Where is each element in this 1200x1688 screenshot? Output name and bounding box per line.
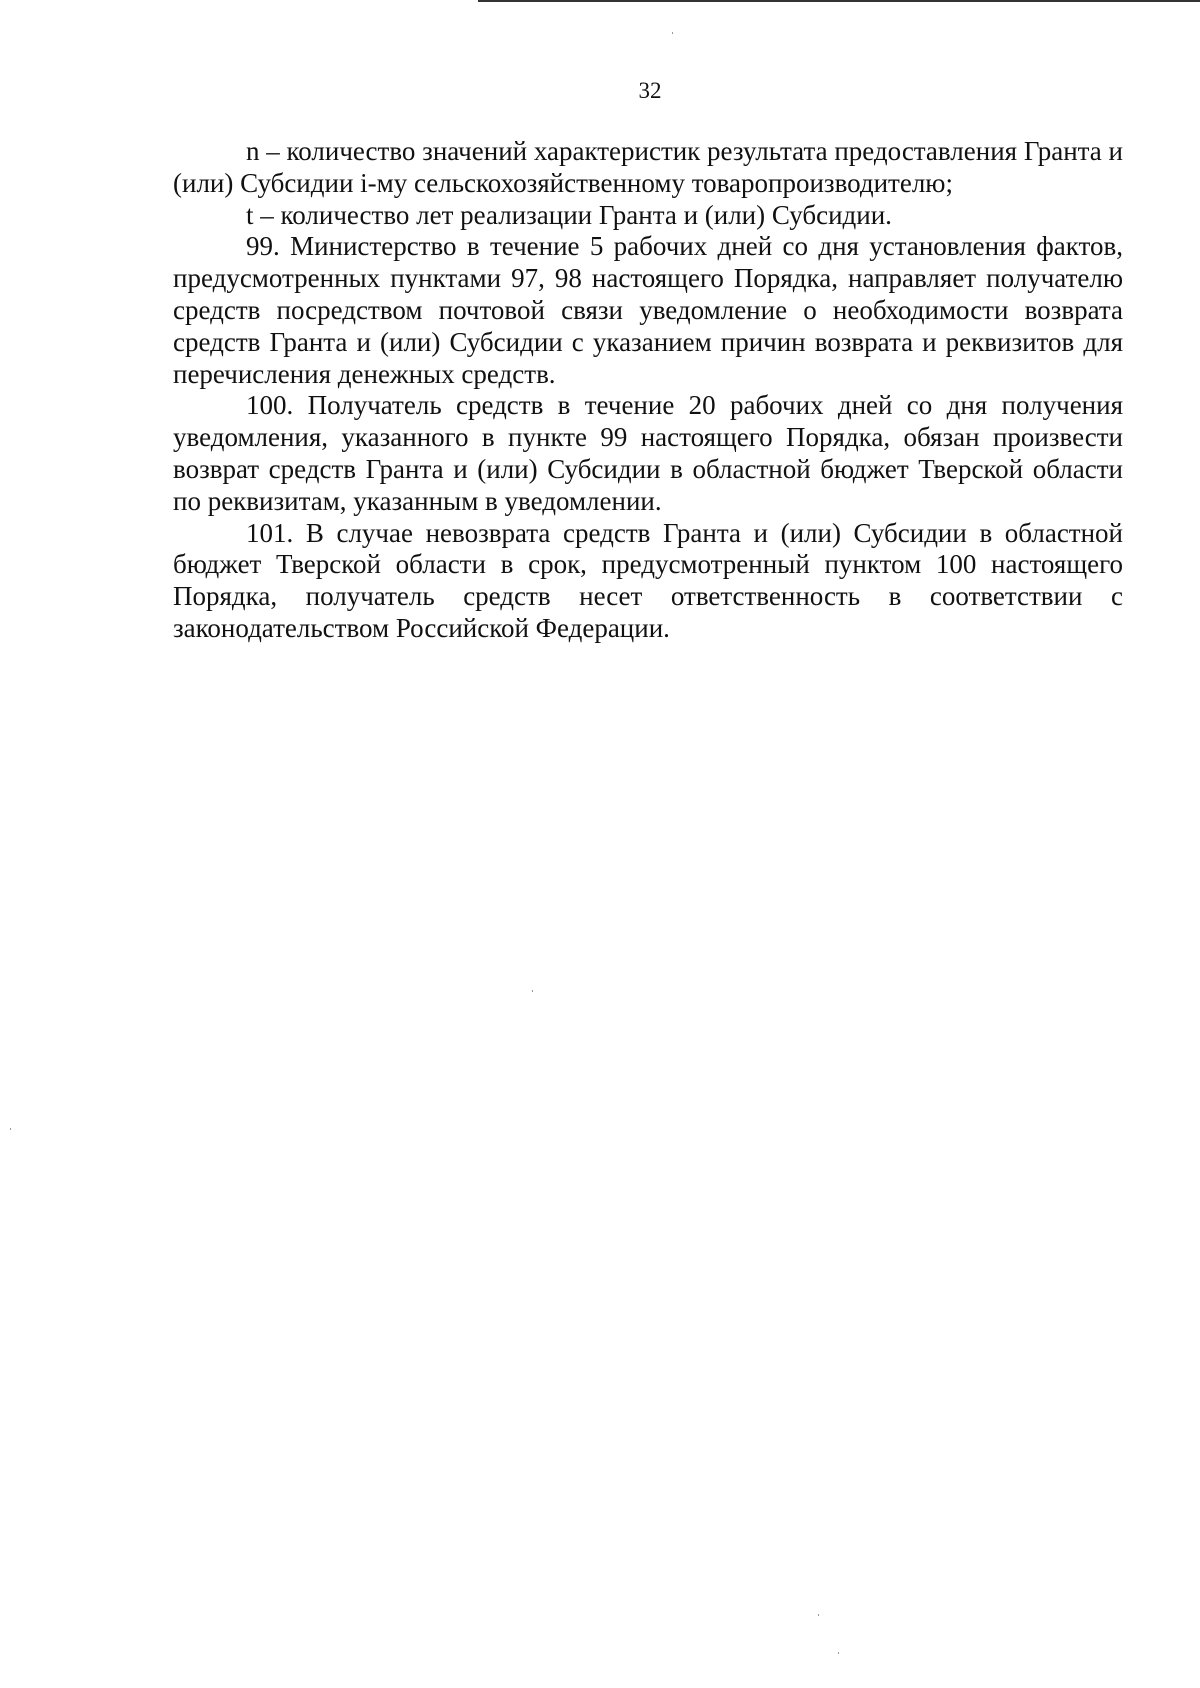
scan-speck (838, 1652, 839, 1654)
scan-border-line (478, 0, 1200, 2)
page-number: 32 (638, 78, 662, 103)
document-body (173, 136, 1123, 645)
paragraph-t-definition: t – количество лет реализации Гранта и (или) Субсидии. (246, 199, 892, 230)
paragraph-100: 100. Получатель средств в течение 20 рабочих дней со дня получения уведомления, указанного в пункте 99 настоящего Порядка, обязан произвести возврат средств Гранта и (или) Субсидии в областной бюджет Тверской области по реквизитам, указанным в уведомлении. (173, 390, 1123, 516)
scan-speck (532, 990, 533, 992)
scan-speck (672, 32, 673, 34)
scan-speck (818, 1614, 819, 1616)
paragraph-99: 99. Министерство в течение 5 рабочих дней со дня установления фактов, предусмотренных пунктами 97, 98 настоящего Порядка, направляет получателю средств посредством почтовой связи уведомление о необходимости возврата средств Гранта и (или) Субсидии с указанием причин возврата и реквизитов для перечисления денежных средств. (173, 231, 1123, 389)
scan-speck (10, 1128, 11, 1130)
paragraph-n-definition: n – количество значений характеристик результата предоставления Гранта и (или) Субсидии i-му сельскохозяйственному товаропроизводителю; (173, 136, 1123, 198)
paragraph-101: 101. В случае невозврата средств Гранта и (или) Субсидии в областной бюджет Тверской области в срок, предусмотренный пунктом 100 настоящего Порядка, получатель средств несет ответственность в соответствии с законодательством Российской Федерации. (173, 517, 1123, 643)
